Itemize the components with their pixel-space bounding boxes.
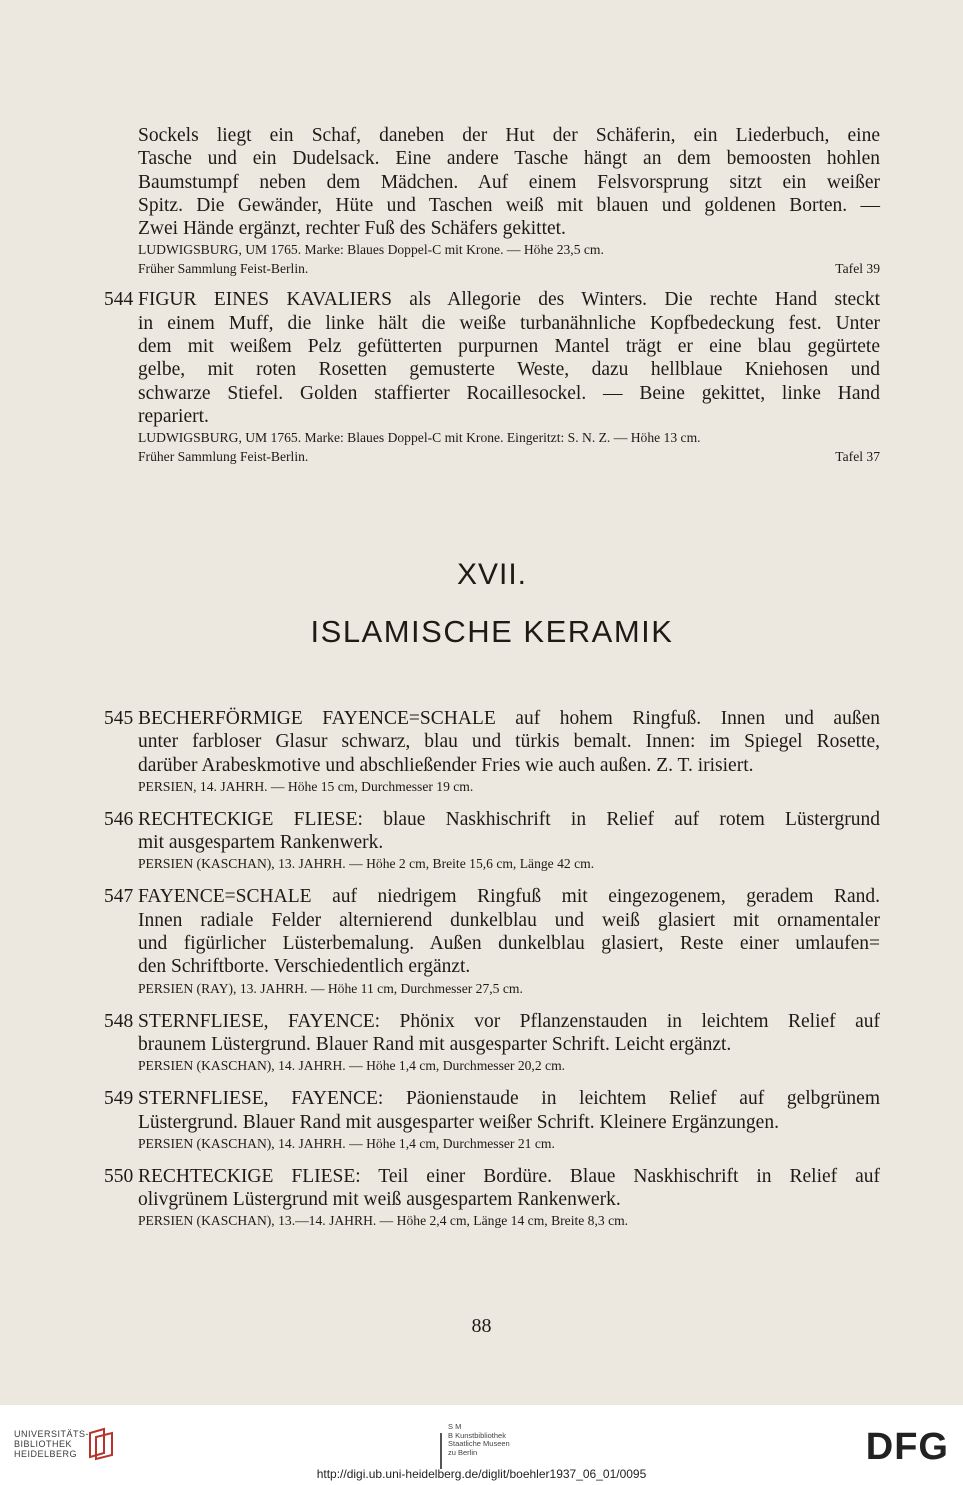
logo-text-line: zu Berlin bbox=[448, 1447, 478, 1457]
section-title: ISLAMISCHE KERAMIK bbox=[310, 614, 674, 649]
entry-meta: PERSIEN (KASCHAN), 14. JAHRH. — Höhe 1,4 cm, Durchmesser 20,2 cm. bbox=[138, 1058, 566, 1074]
logo-text-line: B Kunstbibliothek bbox=[448, 1430, 506, 1440]
plate-reference: Tafel 37 bbox=[835, 449, 880, 465]
body-line: in einem Muff, die linke hält die weiße turbanähnliche Kopfbedeckung fest. Unter bbox=[138, 312, 880, 334]
entry-meta: PERSIEN (KASCHAN), 13. JAHRH. — Höhe 2 cm, Breite 15,6 cm, Länge 42 cm. bbox=[138, 856, 595, 872]
intro-block bbox=[104, 124, 880, 240]
provenance-line bbox=[104, 259, 880, 278]
body-line: Lüstergrund. Blauer Rand mit ausgesparter weißer Schrift. Kleinere Ergänzungen. bbox=[138, 1111, 779, 1133]
provenance: Früher Sammlung Feist-Berlin. bbox=[138, 261, 309, 277]
entries-column bbox=[104, 707, 880, 1230]
catalog-entry-544 bbox=[104, 288, 880, 466]
body-line: gelbe, mit roten Rosetten gemusterte Weste, dazu hellblaue Kniehosen und bbox=[138, 359, 880, 381]
body-line: STERNFLIESE, FAYENCE: Phönix vor Pflanzenstauden in leichtem Relief auf bbox=[138, 1010, 880, 1032]
entry-meta: PERSIEN (RAY), 13. JAHRH. — Höhe 11 cm, Durchmesser 27,5 cm. bbox=[138, 980, 523, 996]
entry-meta: PERSIEN (KASCHAN), 14. JAHRH. — Höhe 1,4 cm, Durchmesser 21 cm. bbox=[138, 1135, 555, 1151]
provenance: Früher Sammlung Feist-Berlin. bbox=[138, 449, 309, 465]
body-line: Sockels liegt ein Schaf, daneben der Hut der Schäferin, ein Liederbuch, eine bbox=[138, 125, 880, 146]
university-library-logo[interactable] bbox=[14, 1429, 89, 1459]
provenance-line bbox=[104, 447, 880, 466]
body-line: und figürlicher Lüsterbemalung. Außen dunkelblau glasiert, Reste einer umlaufen= bbox=[138, 933, 880, 955]
body-line: unter farbloser Glasur schwarz, blau und türkis bemalt. Innen: im Spiegel Rosette, bbox=[138, 731, 880, 753]
body-line: RECHTECKIGE FLIESE: Teil einer Bordüre. Blaue Naskhischrift in Relief auf bbox=[138, 1165, 880, 1187]
entry-meta: LUDWIGSBURG, UM 1765. Marke: Blaues Doppel-C mit Krone. — Höhe 23,5 cm. bbox=[138, 242, 604, 258]
entry-meta: PERSIEN, 14. JAHRH. — Höhe 15 cm, Durchmesser 19 cm. bbox=[138, 778, 474, 794]
entry-number: 547 bbox=[104, 886, 134, 908]
body-line: Spitz. Die Gewänder, Hüte und Taschen weiß mit blauen und goldenen Borten. — bbox=[138, 194, 880, 216]
entry-number: 545 bbox=[104, 708, 134, 729]
body-line: mit ausgespartem Rankenwerk. bbox=[138, 832, 384, 854]
catalog-entry-546 bbox=[104, 808, 880, 874]
catalog-entry-550 bbox=[104, 1165, 880, 1231]
university-seal-icon bbox=[86, 1427, 116, 1461]
body-line: STERNFLIESE, FAYENCE: Päonienstaude in leichtem Relief auf gelbgrünem bbox=[138, 1088, 880, 1110]
viewer-footer bbox=[0, 1405, 963, 1485]
logo-text-line: BIBLIOTHEK bbox=[14, 1439, 73, 1449]
permalink-url[interactable]: http://digi.ub.uni-heidelberg.de/diglit/boehler1937_06_01/0095 bbox=[316, 1467, 647, 1481]
entry-number: 549 bbox=[104, 1088, 134, 1110]
body-line: RECHTECKIGE FLIESE: blaue Naskhischrift in Relief auf rotem Lüstergrund bbox=[138, 808, 880, 830]
entry-number: 548 bbox=[104, 1010, 134, 1032]
plate-reference: Tafel 39 bbox=[835, 261, 880, 277]
catalog-entry-547 bbox=[104, 885, 880, 997]
logo-text-line: Staatliche Museen bbox=[448, 1439, 510, 1448]
body-line: den Schriftborte. Verschiedentlich ergänzt. bbox=[138, 956, 471, 978]
text-column bbox=[104, 124, 880, 466]
logo-text-line: HEIDELBERG bbox=[14, 1449, 78, 1459]
body-line: Zwei Hände ergänzt, rechter Fuß des Schäfers gekittet. bbox=[138, 218, 566, 240]
section-number: XVII. bbox=[456, 558, 528, 591]
entry-number: 544 bbox=[104, 289, 134, 311]
entry-number: 550 bbox=[104, 1165, 134, 1187]
catalog-entry-545 bbox=[104, 707, 880, 796]
body-line: repariert. bbox=[138, 405, 209, 427]
dfg-logo[interactable]: DFG bbox=[865, 1426, 949, 1468]
entry-meta: LUDWIGSBURG, UM 1765. Marke: Blaues Doppel-C mit Krone. Eingeritzt: S. N. Z. — Höhe 13 cm. bbox=[138, 430, 701, 446]
catalog-entry-548 bbox=[104, 1010, 880, 1076]
entry-meta: PERSIEN (KASCHAN), 13.—14. JAHRH. — Höhe 2,4 cm, Länge 14 cm, Breite 8,3 cm. bbox=[138, 1213, 629, 1229]
body-line: Tasche und ein Dudelsack. Eine andere Tasche hängt an dem bemoosten hohlen bbox=[138, 148, 880, 170]
body-line: darüber Arabeskmotive und abschließender Fries wie auch außen. Z. T. irisiert. bbox=[138, 754, 754, 776]
body-line: BECHERFÖRMIGE FAYENCE=SCHALE auf hohem Ringfuß. Innen und außen bbox=[138, 708, 880, 729]
body-line: FIGUR EINES KAVALIERS als Allegorie des Winters. Die rechte Hand steckt bbox=[138, 289, 880, 311]
logo-text-line: UNIVERSITÄTS- bbox=[14, 1429, 90, 1439]
body-line: braunem Lüstergrund. Blauer Rand mit ausgesparter Schrift. Leicht ergänzt. bbox=[138, 1033, 732, 1055]
catalog-entry-549 bbox=[104, 1087, 880, 1153]
kunstbibliothek-logo[interactable] bbox=[440, 1423, 510, 1457]
entry-number: 546 bbox=[104, 808, 134, 830]
body-line: schwarze Stiefel. Golden staffierter Rocaillesockel. — Beine gekittet, linke Hand bbox=[138, 382, 880, 404]
page-number: 88 bbox=[471, 1315, 492, 1337]
body-line: FAYENCE=SCHALE auf niedrigem Ringfuß mit eingezogenem, geradem Rand. bbox=[138, 886, 880, 908]
body-line: dem mit weißem Pelz gefütterten purpurnen Mantel trägt er eine blau gegürtete bbox=[138, 336, 880, 358]
logo-text-line: S M bbox=[448, 1422, 462, 1431]
body-line: olivgrünem Lüstergrund mit weiß ausgespartem Rankenwerk. bbox=[138, 1189, 621, 1211]
body-line: Innen radiale Felder alternierend dunkelblau und weiß glasiert mit ornamentaler bbox=[138, 909, 880, 931]
body-line: Baumstumpf neben dem Mädchen. Auf einem Felsvorsprung sitzt ein weißer bbox=[138, 171, 880, 193]
